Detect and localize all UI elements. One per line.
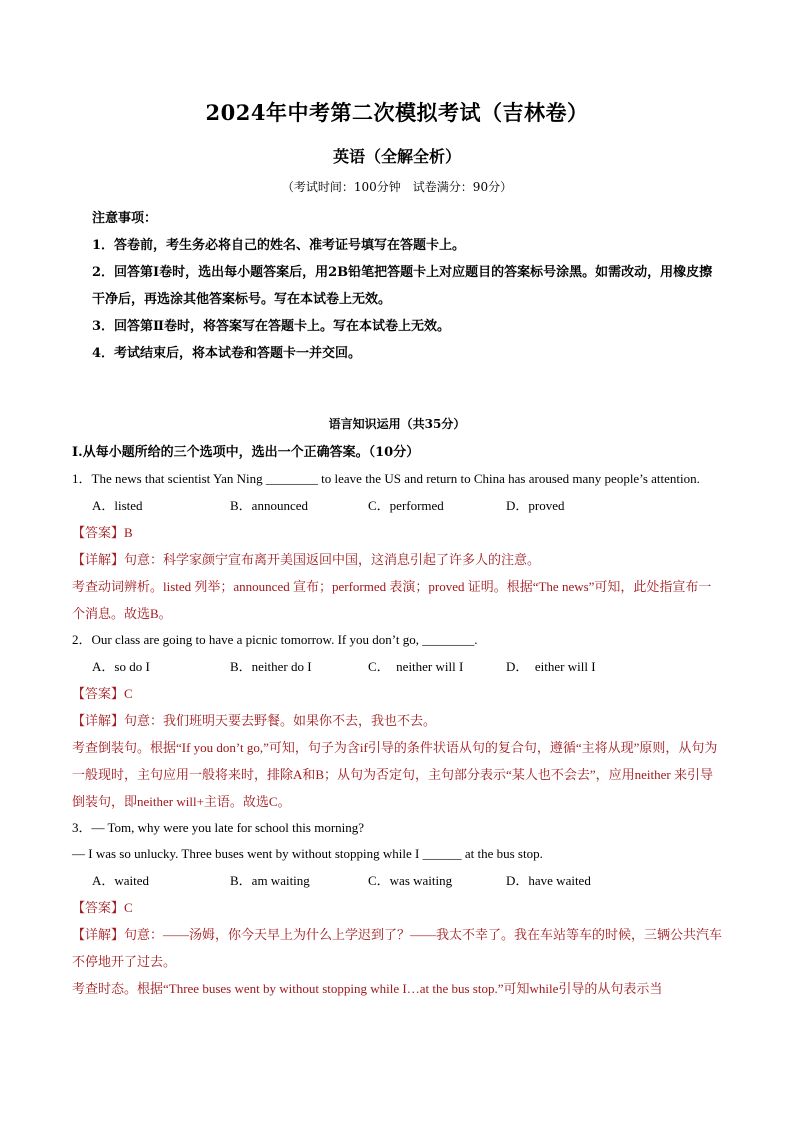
page-title: 2024年中考第二次模拟考试（吉林卷） (205, 100, 589, 125)
option-d: D．have waited (506, 873, 591, 888)
question-stem (72, 627, 724, 653)
detail-line (72, 707, 724, 734)
options-row (72, 492, 724, 519)
option-c: C．was waiting (368, 873, 453, 888)
page-subtitle: 英语（全解全析） (332, 147, 461, 166)
stem-text: 2．Our class are going to have a picnic tomorrow. If you don’t go, (72, 632, 423, 647)
option-a: A．listed (92, 498, 143, 513)
stem-text: to leave the US and return to China has aroused many people’s attention. (317, 471, 700, 486)
question-item (72, 815, 724, 1002)
answer-label: 【答案】 (72, 686, 125, 701)
option-d: D．proved (506, 498, 565, 513)
option-b: B．am waiting (230, 873, 310, 888)
option-d: D． either will I (506, 659, 596, 674)
question-stem (72, 466, 724, 492)
answer-value: B (124, 525, 133, 540)
part-title: I.从每小题所给的三个选项中，选出一个正确答案。（10分） (72, 445, 420, 460)
detail-label: 【详解】 (72, 713, 125, 728)
notice-item: 3．回答第Ⅱ卷时，将答案写在答题卡上。写在本试卷上无效。 (92, 319, 451, 334)
notice-heading: 注意事项： (92, 211, 158, 226)
answer-blank: ________ (422, 632, 475, 647)
detail-line (72, 921, 724, 975)
option-b: B．announced (230, 498, 308, 513)
option-c: C． neither will I (368, 659, 464, 674)
detail-text: 句意：科学家颜宁宣布离开美国返回中国，这消息引起了许多人的注意。 (124, 552, 541, 567)
notice-item: 1．答卷前，考生务必将自己的姓名、准考证号填写在答题卡上。 (92, 238, 466, 253)
question-stem: — I was so unlucky. Three buses went by without stopping while I ______ at the bus stop. (72, 846, 543, 861)
answer-value: C (124, 686, 133, 701)
options-row (72, 653, 724, 680)
options-row (72, 867, 724, 894)
question-stem: 3．— Tom, why were you late for school this morning? (72, 820, 365, 835)
detail-label: 【详解】 (72, 552, 125, 567)
answer-label: 【答案】 (72, 525, 125, 540)
detail-label: 【详解】 (72, 927, 125, 942)
option-c: C．performed (368, 498, 444, 513)
detail-text: 句意：——汤姆，你今天早上为什么上学迟到了？——我太不幸了。我在车站等车的时候，三辆公共汽车不停地开了过去。 (72, 927, 723, 969)
answer-line (72, 680, 724, 707)
detail-text: 句意：我们班明天要去野餐。如果你不去，我也不去。 (124, 713, 437, 728)
answer-blank: ________ (265, 471, 318, 486)
answer-line (72, 519, 724, 546)
detail-line: 考查动词辨析。listed 列举；announced 宣布；performed 表演；proved 证明。根据“The news”可知，此处指宣布一个消息。故选B。 (72, 579, 712, 621)
question-item (72, 627, 724, 815)
option-b: B．neither do I (230, 659, 312, 674)
question-list (72, 466, 724, 1002)
notice-item: 4．考试结束后，将本试卷和答题卡一并交回。 (92, 346, 362, 361)
answer-label: 【答案】 (72, 900, 125, 915)
notice-item: 2．回答第Ⅰ卷时，选出每小题答案后，用2B铅笔把答题卡上对应题目的答案标号涂黑。如需改动，用橡皮擦干净后，再选涂其他答案标号。写在本试卷上无效。 (92, 265, 713, 307)
section-title: 语言知识运用（共35分） (328, 417, 466, 431)
exam-info: （考试时间：100分钟 试卷满分：90分） (281, 180, 513, 194)
answer-value: C (124, 900, 133, 915)
question-item (72, 466, 724, 627)
stem-text: . (474, 632, 478, 647)
detail-line: 考查时态。根据“Three buses went by without stopping while I…at the bus stop.”可知while引导的从句表示当 (72, 981, 663, 996)
answer-line (72, 894, 724, 921)
stem-text: 1．The news that scientist Yan Ning (72, 471, 266, 486)
option-a: A．waited (92, 873, 150, 888)
notice-block (92, 205, 722, 367)
detail-line (72, 546, 724, 573)
detail-line: 考查倒装句。根据“If you don’t go,”可知，句子为含if引导的条件状语从句的复合句，遵循“主将从现”原则，从句为一般现时，主句应用一般将来时，排除A和B；从句为否定句，主句部分表示“某人也不会去”，应用neither 来引导倒装句，即neither will+主语。故选C。 (72, 740, 718, 809)
option-a: A．so do I (92, 659, 150, 674)
